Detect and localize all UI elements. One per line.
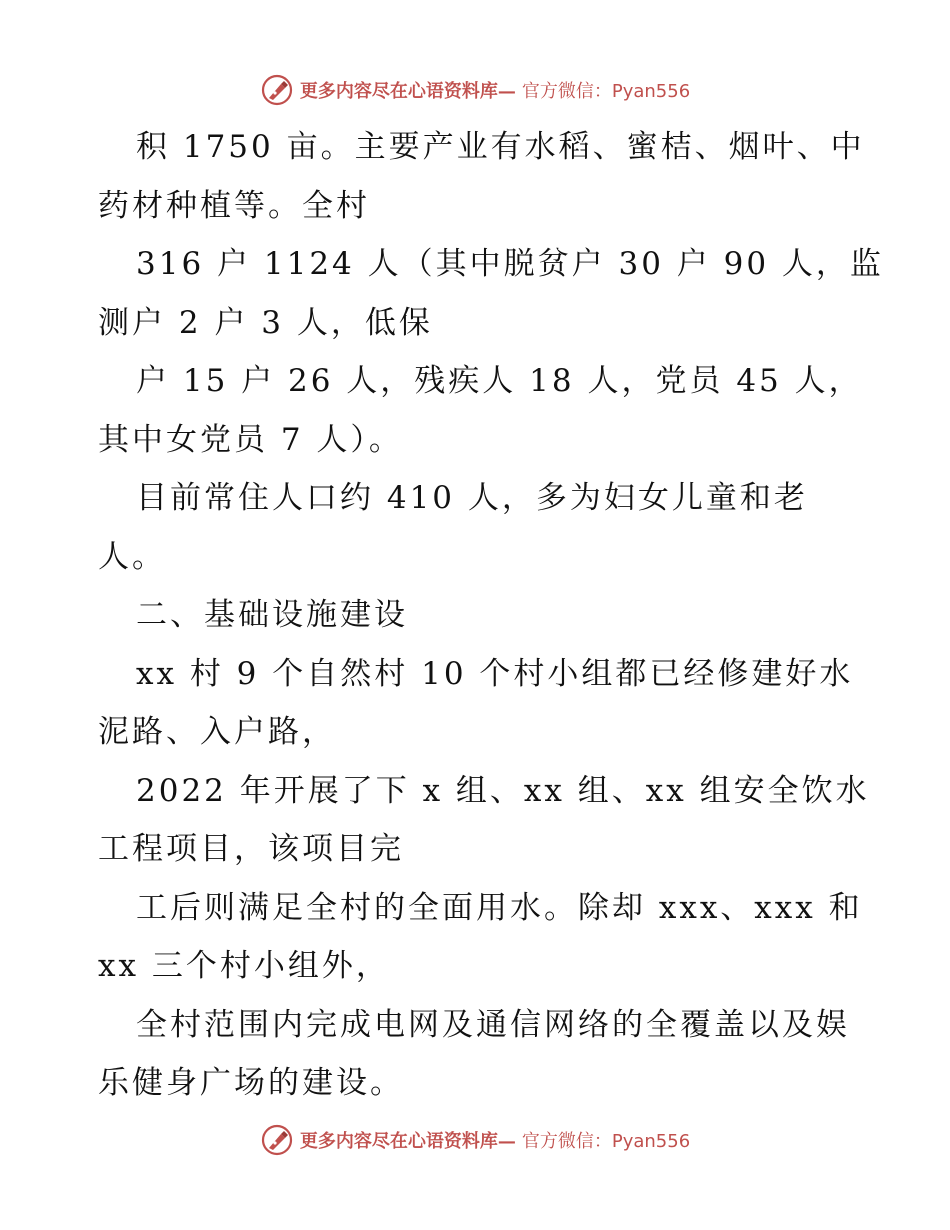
body-line: 其中女党员 7 人）。	[98, 421, 403, 458]
body-line: xx 村 9 个自然村 10 个村小组都已经修建好水	[136, 655, 854, 692]
body-line: 泥路、入户路，	[98, 714, 336, 750]
body-line: 测户 2 户 3 人，低保	[98, 304, 433, 341]
header-watermark-banner	[0, 70, 950, 110]
pen-nib-logo-icon	[260, 1123, 294, 1157]
pen-nib-logo-icon	[260, 73, 294, 107]
watermark-main-text: 更多内容尽在心语资料库—	[299, 1131, 516, 1152]
watermark-main-text: 更多内容尽在心语资料库—	[299, 81, 516, 102]
body-line: 积 1750 亩。主要产业有水稻、蜜桔、烟叶、中	[136, 129, 865, 165]
body-line: 目前常住人口约 410 人，多为妇女儿童和老	[136, 480, 808, 516]
body-line: xx 三个村小组外，	[98, 948, 390, 984]
document-body	[98, 118, 884, 1113]
body-line: 药材种植等。全村	[98, 187, 370, 224]
body-line: 户 15 户 26 人，残疾人 18 人，党员 45 人，	[136, 363, 863, 399]
body-line: 工程项目，该项目完	[98, 831, 404, 867]
body-line: 2022 年开展了下 x 组、xx 组、xx 组安全饮水	[136, 772, 870, 809]
body-line: 全村范围内完成电网及通信网络的全覆盖以及娱	[136, 1006, 850, 1043]
section-heading: 二、基础设施建设	[136, 597, 408, 633]
body-line: 人。	[98, 538, 166, 575]
body-line: 乐健身广场的建设。	[98, 1065, 404, 1101]
footer-watermark-banner	[0, 1120, 950, 1160]
watermark-contact-text: 官方微信：Pyan556	[521, 1131, 691, 1152]
body-line: 316 户 1124 人（其中脱贫户 30 户 90 人，监	[136, 246, 884, 282]
body-line: 工后则满足全村的全面用水。除却 xxx、xxx 和	[136, 889, 863, 926]
watermark-contact-text: 官方微信：Pyan556	[521, 81, 691, 102]
